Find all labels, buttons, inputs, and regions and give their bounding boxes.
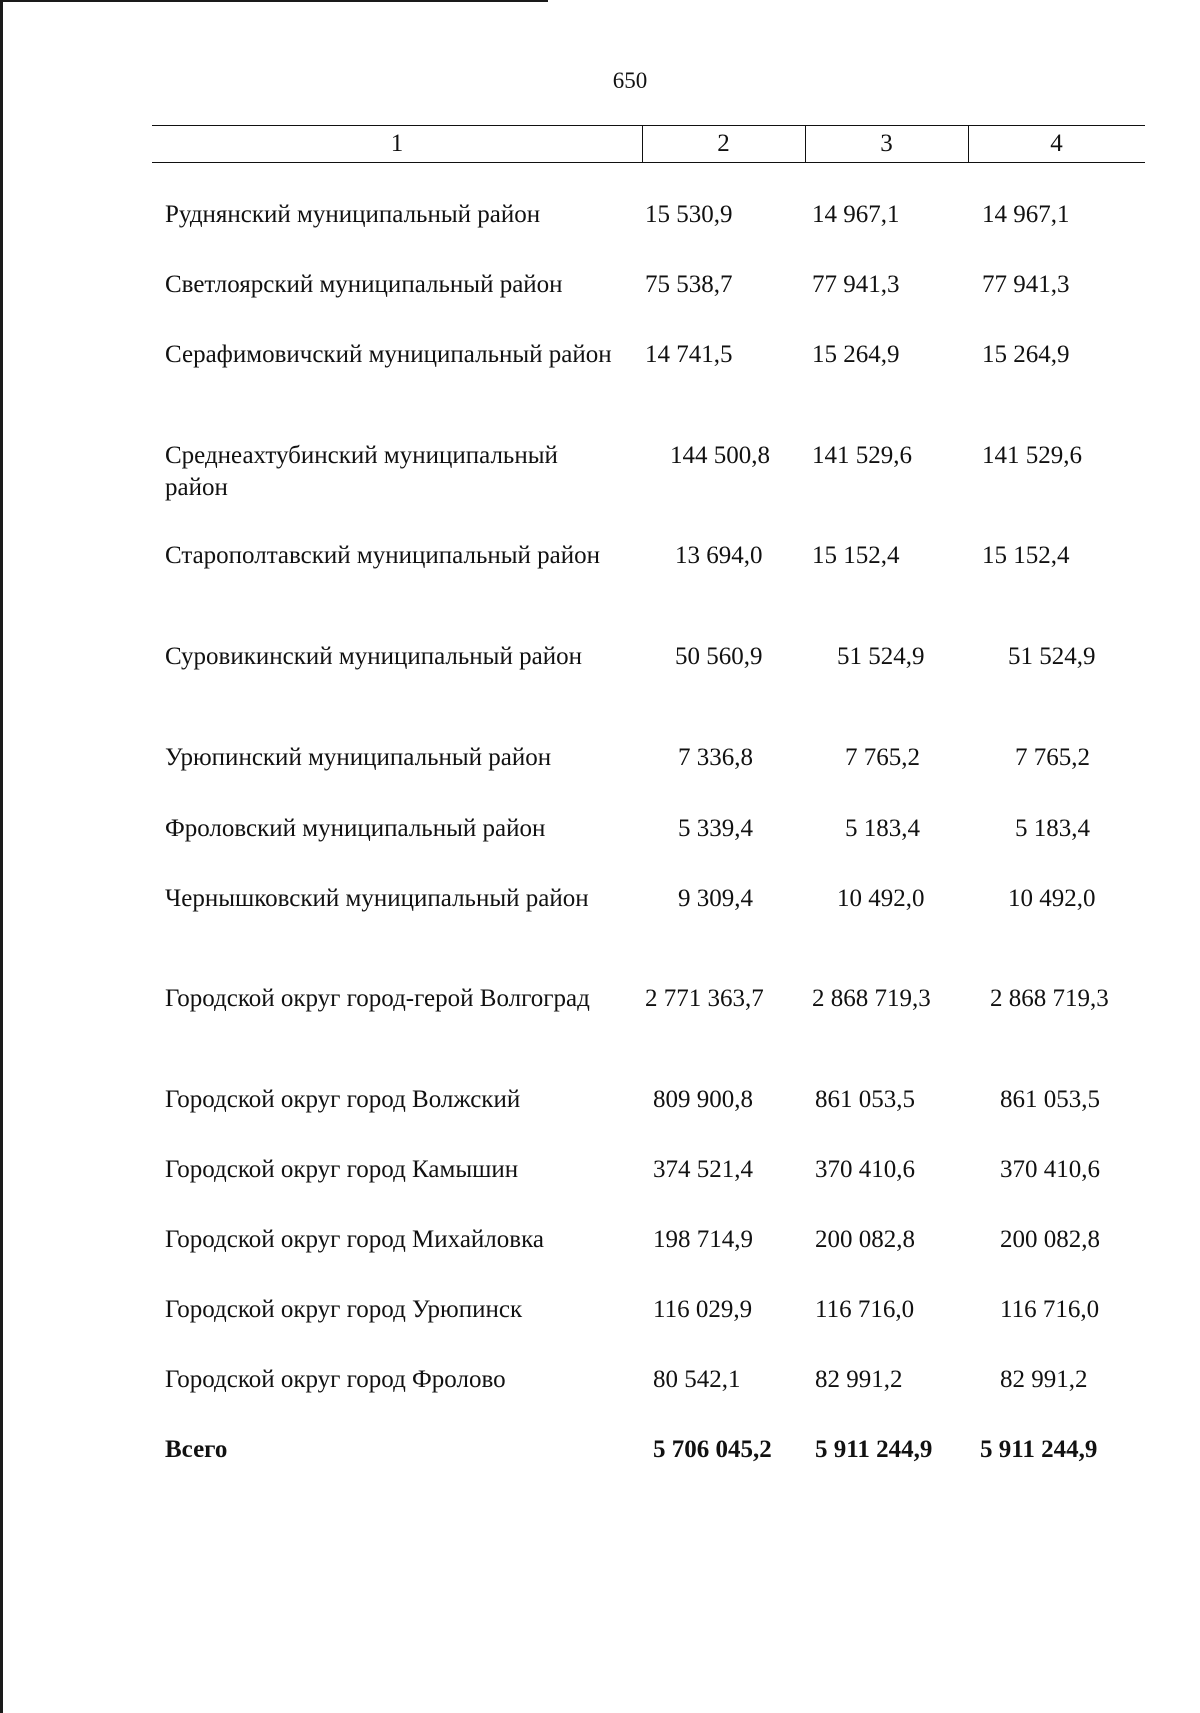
row-name: Серафимовичский муниципальный район [165,341,612,368]
row-value-col4: 77 941,3 [982,271,1070,298]
row-value-col4: 15 264,9 [982,341,1070,368]
row-name: Урюпинский муниципальный район [165,744,552,771]
row-value-col3: 861 053,5 [815,1086,915,1113]
header-bottom-rule [152,162,1145,163]
row-value-col2: 116 029,9 [653,1296,753,1323]
row-name: Среднеахтубинский муниципальный район [165,442,558,501]
scan-edge-left [0,0,3,1713]
row-value-col4: 370 410,6 [1000,1156,1100,1183]
row-name: Руднянский муниципальный район [165,201,541,228]
row-name: Городской округ город Волжский [165,1086,521,1113]
row-value-col3: 82 991,2 [815,1366,903,1393]
row-value-col3: 370 410,6 [815,1156,915,1183]
row-value-col4: 15 152,4 [982,542,1070,569]
row-value-col4: 10 492,0 [1008,885,1096,912]
header-col-3: 3 [880,130,893,157]
row-value-col2: 15 530,9 [645,201,733,228]
row-value-col3: 200 082,8 [815,1226,915,1253]
total-value-col3: 5 911 244,9 [815,1436,933,1463]
row-value-col3: 2 868 719,3 [812,985,931,1012]
row-name: Фроловский муниципальный район [165,815,546,842]
row-value-col3: 14 967,1 [812,201,900,228]
row-value-col3: 116 716,0 [815,1296,915,1323]
row-value-col2: 2 771 363,7 [645,985,764,1012]
total-label: Всего [165,1436,228,1463]
row-name: Городской округ город Михайловка [165,1226,544,1253]
row-value-col2: 50 560,9 [675,643,763,670]
row-name: Городской округ город-герой Волгоград [165,985,590,1012]
row-value-col4: 141 529,6 [982,442,1082,469]
header-top-rule [152,125,1145,126]
row-value-col2: 144 500,8 [670,442,770,469]
row-value-col4: 861 053,5 [1000,1086,1100,1113]
total-value-col2: 5 706 045,2 [653,1436,772,1463]
row-value-col4: 7 765,2 [1015,744,1090,771]
row-value-col4: 5 183,4 [1015,815,1090,842]
row-value-col2: 809 900,8 [653,1086,753,1113]
header-col-2: 2 [717,130,730,157]
total-value-col4: 5 911 244,9 [980,1436,1098,1463]
row-value-col2: 7 336,8 [678,744,753,771]
row-value-col4: 116 716,0 [1000,1296,1100,1323]
row-name: Городской округ город Камышин [165,1156,519,1183]
row-value-col2: 5 339,4 [678,815,753,842]
row-name: Чернышковский муниципальный район [165,885,589,912]
row-value-col2: 13 694,0 [675,542,763,569]
row-value-col2: 75 538,7 [645,271,733,298]
row-name: Городской округ город Фролово [165,1366,506,1393]
row-value-col3: 141 529,6 [812,442,912,469]
row-value-col3: 5 183,4 [845,815,920,842]
row-value-col4: 82 991,2 [1000,1366,1088,1393]
row-name: Старополтавский муниципальный район [165,542,600,569]
row-value-col2: 9 309,4 [678,885,753,912]
row-value-col3: 77 941,3 [812,271,900,298]
row-value-col3: 10 492,0 [837,885,925,912]
row-value-col3: 51 524,9 [837,643,925,670]
row-name: Городской округ город Урюпинск [165,1296,523,1323]
header-col-1: 1 [390,130,404,157]
row-value-col4: 200 082,8 [1000,1226,1100,1253]
row-value-col4: 51 524,9 [1008,643,1096,670]
row-value-col3: 7 765,2 [845,744,920,771]
row-name: Суровикинский муниципальный район [165,643,582,670]
row-value-col4: 14 967,1 [982,201,1070,228]
page-number: 650 [612,68,648,93]
row-value-col2: 80 542,1 [653,1366,741,1393]
row-value-col2: 14 741,5 [645,341,733,368]
row-value-col2: 374 521,4 [653,1156,753,1183]
row-value-col2: 198 714,9 [653,1226,753,1253]
row-value-col3: 15 152,4 [812,542,900,569]
header-col-4: 4 [1050,130,1063,157]
row-value-col4: 2 868 719,3 [990,985,1109,1012]
row-name: Светлоярский муниципальный район [165,271,563,298]
scan-edge-top [0,0,548,2]
row-value-col3: 15 264,9 [812,341,900,368]
